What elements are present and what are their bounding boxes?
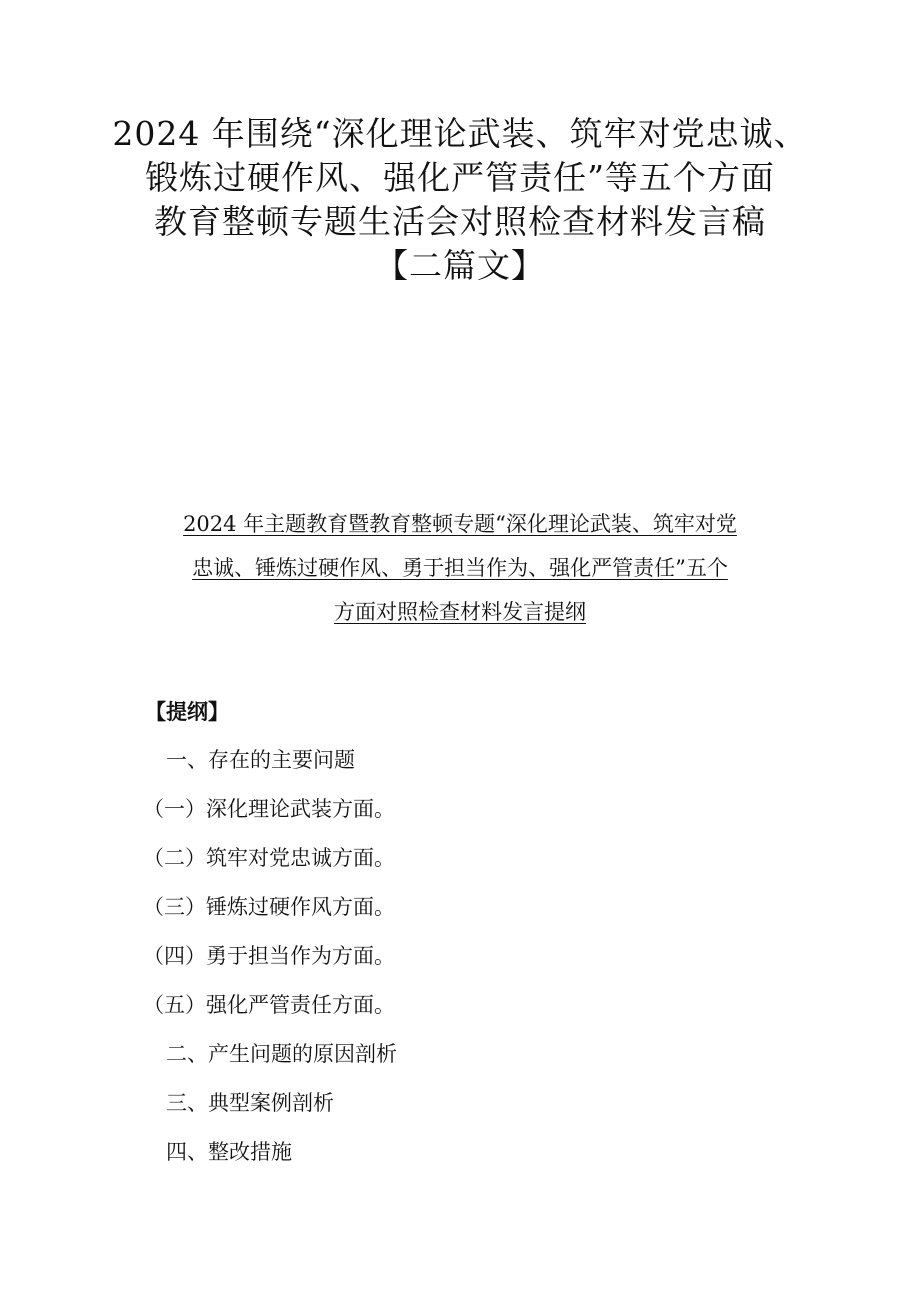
outline-item-sub-1: （一）深化理论武装方面。 [143, 797, 395, 821]
outline-item-section-4: 四、整改措施 [166, 1140, 292, 1164]
outline-item-section-1: 一、存在的主要问题 [166, 748, 355, 772]
outline-item-section-2: 二、产生问题的原因剖析 [166, 1042, 397, 1066]
subtitle-line-1: 2024 年主题教育暨教育整顿专题“深化理论武装、筑牢对党 [183, 512, 737, 536]
document-subtitle [130, 502, 790, 634]
outline-item-sub-5: （五）强化严管责任方面。 [143, 993, 395, 1017]
outline-item-sub-3: （三）锤炼过硬作风方面。 [143, 895, 395, 919]
subtitle-line-2: 忠诚、锤炼过硬作风、勇于担当作为、强化严管责任”五个 [192, 556, 728, 580]
outline-item-section-3: 三、典型案例剖析 [166, 1091, 334, 1115]
title-line-4: 【二篇文】 [375, 246, 545, 285]
outline-item-sub-4: （四）勇于担当作为方面。 [143, 944, 395, 968]
outline-item-sub-2: （二）筑牢对党忠诚方面。 [143, 846, 395, 870]
title-line-3: 教育整顿专题生活会对照检查材料发言稿 [154, 202, 766, 241]
document-title [60, 112, 860, 288]
subtitle-line-3: 方面对照检查材料发言提纲 [334, 600, 586, 624]
title-line-2: 锻炼过硬作风、强化严管责任”等五个方面 [145, 158, 775, 197]
outline-heading: 【提纲】 [145, 699, 229, 724]
title-line-1: 2024 年围绕“深化理论武装、筑牢对党忠诚、 [112, 114, 808, 153]
